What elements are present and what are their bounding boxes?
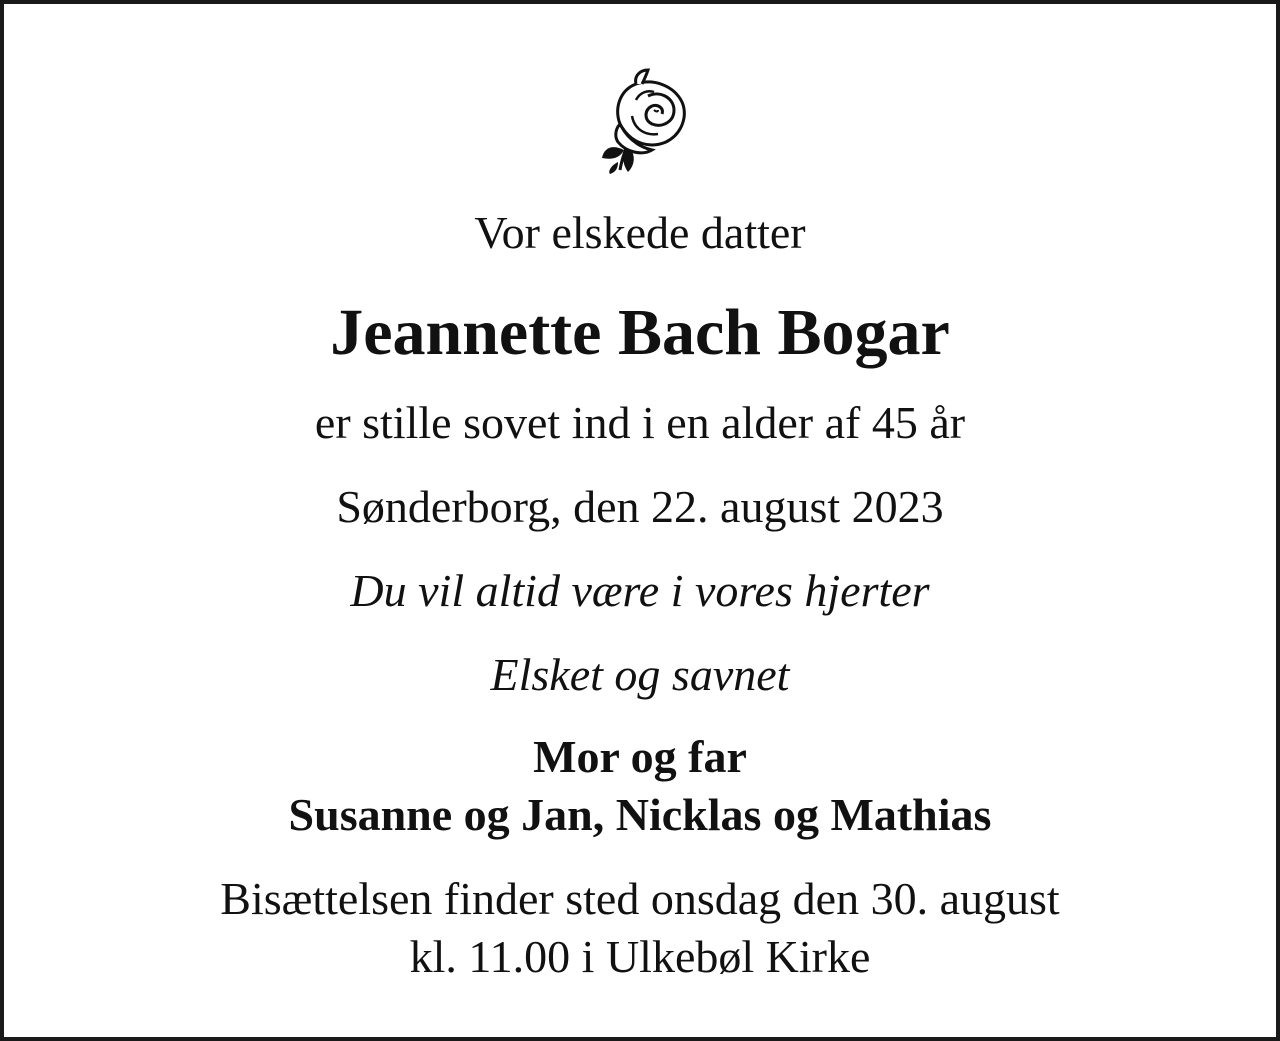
intro-line: Vor elskede datter (474, 207, 806, 258)
verse-line: Du vil altid være i vores hjerter (350, 565, 930, 616)
rose-icon (596, 66, 692, 174)
place-date-line: Sønderborg, den 22. august 2023 (336, 481, 944, 532)
signature-line: Susanne og Jan, Nicklas og Mathias (288, 789, 992, 840)
signature-line: Mor og far (533, 731, 747, 782)
funeral-info-line: kl. 11.00 i Ulkebøl Kirke (409, 931, 871, 982)
verse-line: Elsket og savnet (490, 649, 790, 700)
deceased-name: Jeannette Bach Bogar (330, 296, 950, 369)
funeral-info-line: Bisættelsen finder sted onsdag den 30. august (220, 873, 1060, 924)
age-line: er stille sovet ind i en alder af 45 år (314, 397, 966, 448)
